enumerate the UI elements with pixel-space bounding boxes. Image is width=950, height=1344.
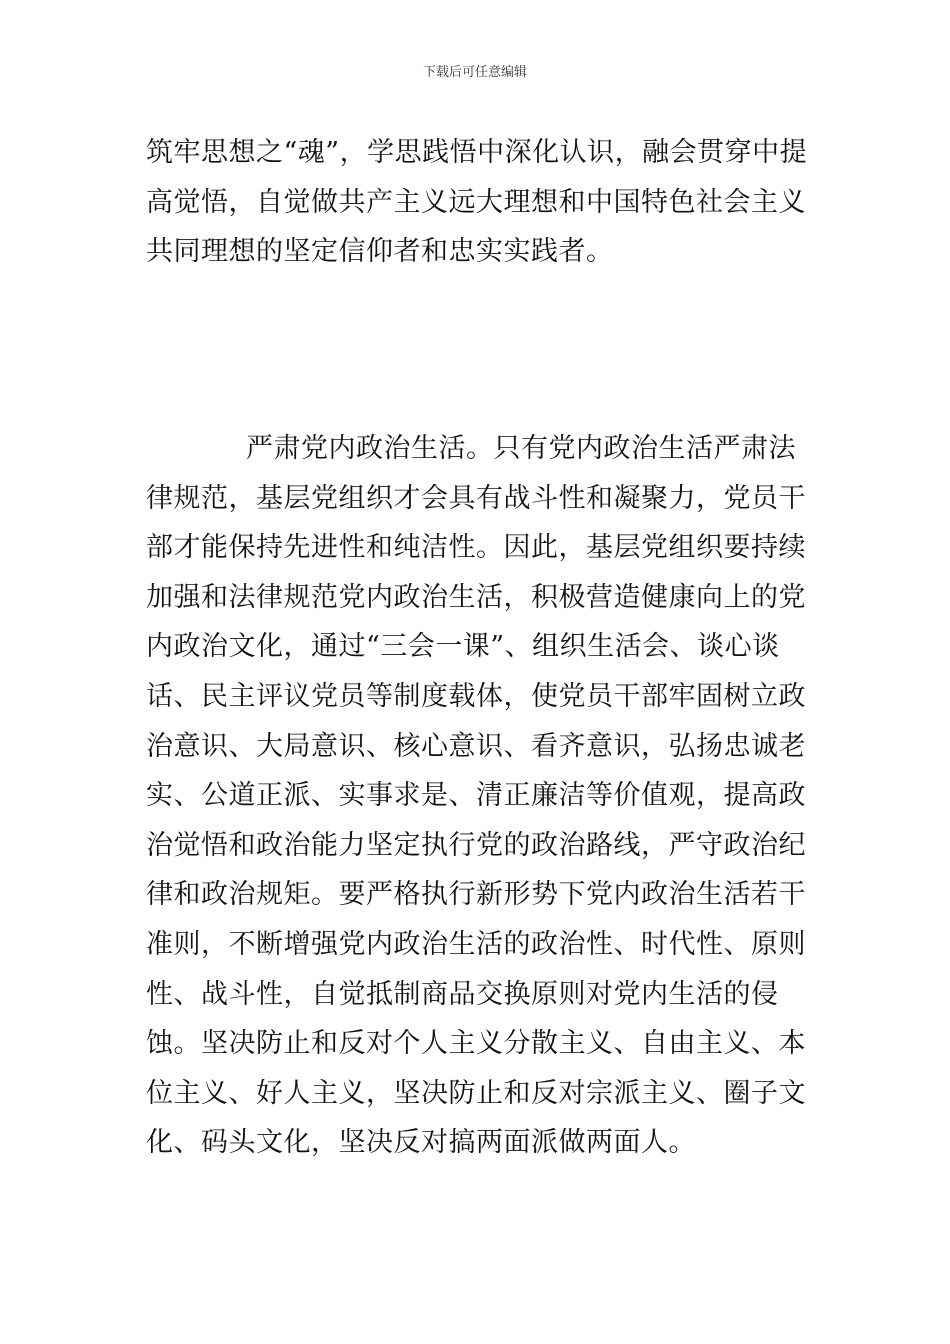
paragraph-1: 筑牢思想之“魂”，学思践悟中深化认识，融会贯穿中提高觉悟，自觉做共产主义远大理想和中国特色社会主义共同理想的坚定信仰者和忠实实践者。 <box>146 137 808 268</box>
paragraph-2: 严肃党内政治生活。只有党内政治生活严肃法律规范，基层党组织才会具有战斗性和凝聚力，党员干部才能保持先进性和纯洁性。因此，基层党组织要持续加强和法律规范党内政治生活，积极营造健康向上的党内政治文化，通过“三会一课”、组织生活会、谈心谈话、民主评议党员等制度载体，使党员干部牢固树立政治意识、大局意识、核心意识、看齐意识，弘扬忠诚老实、公道正派、实事求是、清正廉洁等价值观，提高政治觉悟和政治能力坚定执行党的政治路线，严守政治纪律和政治规矩。要严格执行新形势下党内政治生活若干准则，不断增强党内政治生活的政治性、时代性、原则性、战斗性，自觉抵制商品交换原则对党内生活的侵蚀。坚决防止和反对个人主义分散主义、自由主义、本位主义、好人主义，坚决防止和反对宗派主义、圈子文化、码头文化，坚决反对搞两面派做两面人。 <box>146 433 806 1159</box>
page-header-note: 下载后可任意编辑 <box>422 65 527 80</box>
